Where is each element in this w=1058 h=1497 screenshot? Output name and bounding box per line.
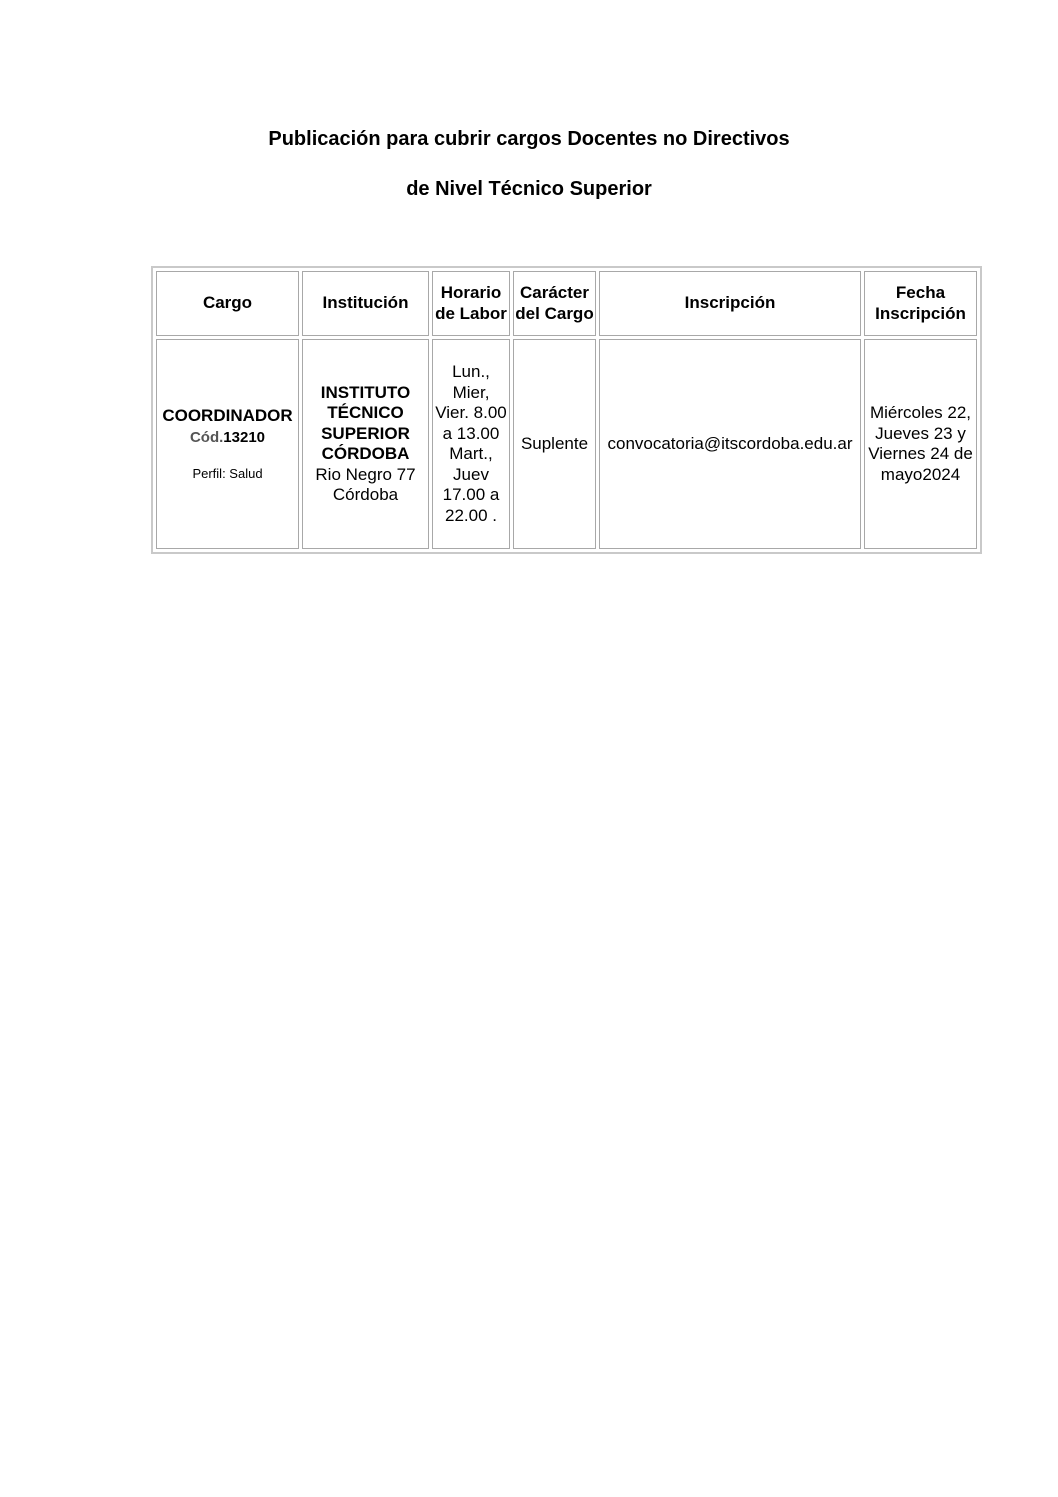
cargo-code-label: Cód. (189, 428, 224, 446)
header-horario: Horario de Labor (432, 271, 510, 336)
header-caracter: Carácter del Cargo (513, 271, 596, 336)
header-institucion: Institución (302, 271, 429, 336)
cell-inscripcion-email[interactable]: convocatoria@itscordoba.edu.ar (599, 339, 861, 549)
cargo-code-number: 13210 (223, 428, 266, 446)
cell-horario: Lun., Mier, Vier. 8.00 a 13.00 Mart., Juev 17.00 a 22.00 . (432, 339, 510, 549)
header-fecha: Fecha Inscripción (864, 271, 977, 336)
document-title-line-2: de Nivel Técnico Superior (406, 178, 652, 200)
institution-address: Rio Negro 77 Córdoba (315, 464, 416, 504)
cargo-name: COORDINADOR (162, 406, 293, 425)
cargo-perfil: Perfil: Salud (192, 466, 263, 481)
cargo-code (158, 427, 297, 449)
table-header-row (156, 271, 977, 336)
positions-table (151, 266, 982, 554)
cell-caracter: Suplente (513, 339, 596, 549)
cell-cargo (156, 339, 299, 549)
cell-institucion (302, 339, 429, 549)
header-inscripcion: Inscripción (599, 271, 861, 336)
document-title-line-1: Publicación para cubrir cargos Docentes no Directivos (268, 128, 790, 150)
institution-name: INSTITUTO TÉCNICO SUPERIOR CÓRDOBA (320, 382, 411, 463)
cell-fecha: Miércoles 22, Jueves 23 y Viernes 24 de mayo2024 (864, 339, 977, 549)
table-row (156, 339, 977, 549)
header-cargo: Cargo (156, 271, 299, 336)
